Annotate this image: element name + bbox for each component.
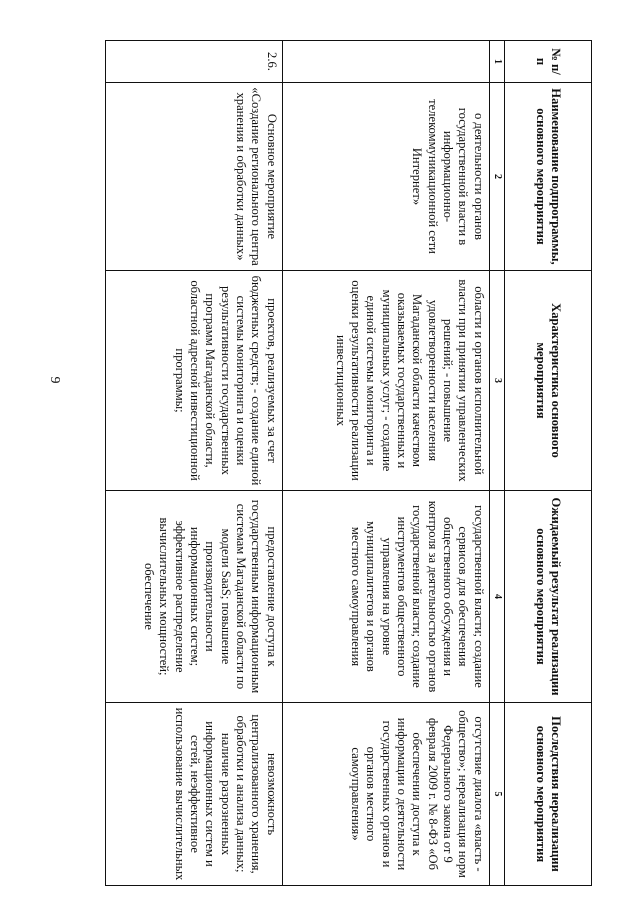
header-characteristic: Характеристика основного мероприятия — [505, 271, 592, 491]
row-result: предоставление доступа к государственным информационным системам Магаданской области по модели SaaS; повышение производительности информационных систем; эффективное распределение вычислительных мощностей; обеспечение — [105, 491, 282, 703]
row-characteristic: проектов, реализуемых за счет бюджетных средств; - создание единой системы мониторинга и оценки результативности государственных программ Магаданской области, областной адресной инвестиционной программы; — [105, 271, 282, 491]
column-number: 3 — [489, 271, 504, 491]
header-name: Наименование подпрограммы, основного мероприятия — [505, 83, 592, 271]
row-name: Основное мероприятие «Создание регионального центра хранения и обработки данных» — [105, 83, 282, 271]
table-row — [282, 41, 489, 886]
header-consequences: Последствия нереализации основного мероприятия — [505, 703, 592, 886]
program-activities-table — [105, 40, 592, 886]
column-number: 5 — [489, 703, 504, 886]
rotated-page-content — [112, 40, 592, 885]
table-header-row — [505, 41, 592, 886]
column-number: 2 — [489, 83, 504, 271]
page-number: 9 — [47, 376, 62, 384]
row-name: о деятельности органов государственной власти в информационно-телекоммуникационной сети Интернет» — [282, 83, 489, 271]
row-result: государственной власти; создание сервисов для обеспечения общественного обсуждения и контроля за деятельностью органов государственной власти; создание инструментов общественного управления на уровне муниципалитетов и органов местного самоуправления — [282, 491, 489, 703]
column-numbers-row — [489, 41, 504, 886]
row-number — [282, 41, 489, 83]
header-number: № п/п — [505, 41, 592, 83]
table-row — [105, 41, 282, 886]
row-consequence: невозможность централизованного хранения, обработки и анализа данных; наличие разрозненных информационных систем и сетей, неэффективное использование вычислительных — [105, 703, 282, 886]
row-characteristic: области и органов исполнительной власти при принятии управленческих решений; - повышение удовлетворенности населения Магаданской области качеством оказываемых государственных и муниципальных услуг; - создание единой системы мониторинга и оценки результативности реализации инвестиционных — [282, 271, 489, 491]
column-number: 4 — [489, 491, 504, 703]
column-number: 1 — [489, 41, 504, 83]
row-consequence: отсутствие диалога «власть - общество»; нереализация норм Федерального закона от 9 февраля 2009 г. № 8-ФЗ «Об обеспечении доступа к информации о деятельности государственных органов и органов местного самоуправления» — [282, 703, 489, 886]
row-number: 2.6. — [105, 41, 282, 83]
header-expected-result: Ожидаемый результат реализации основного мероприятия — [505, 491, 592, 703]
